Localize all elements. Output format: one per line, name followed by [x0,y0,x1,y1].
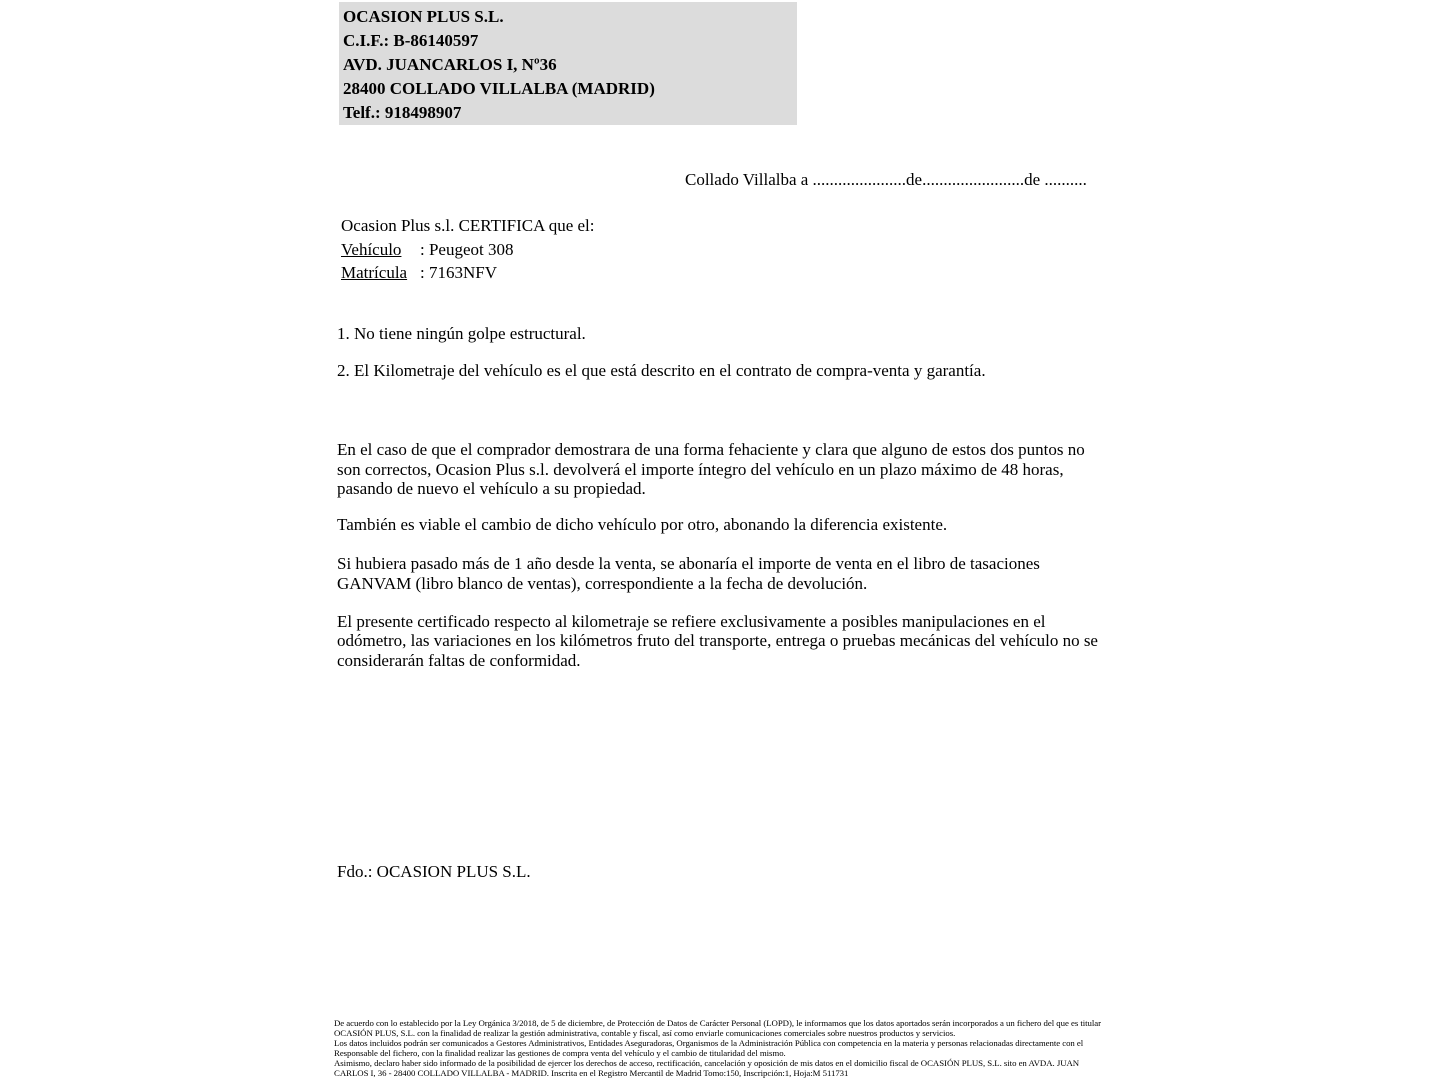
legal-footer [334,1019,1101,1078]
plate-label: Matrícula [341,263,408,282]
condition-point-1: 1. No tiene ningún golpe estructural. [337,324,586,343]
company-header-box [339,2,797,125]
vehicle-label: Vehículo [341,239,402,259]
plate-row [341,261,595,285]
plate-label-cell [341,261,420,285]
certification-intro: Ocasion Plus s.l. CERTIFICA que el: [341,216,595,235]
legal-footer-line: CARLOS I, 36 - 28400 COLLADO VILLALBA - MADRID. Inscrita en el Registro Mercantil de Madrid Tomo:150, Inscripción:1, Hoja:M 511731 [334,1067,849,1078]
certification-block [341,214,595,285]
vehicle-label-cell [341,238,420,262]
legal-footer-line: Responsable del fichero, con la finalidad realizar las gestiones de compra venta del vehículo y el cambio de titularidad del mismo. [334,1047,786,1058]
paragraph-exchange: También es viable el cambio de dicho vehículo por otro, abonando la diferencia existente. [337,514,948,534]
vehicle-row [341,238,595,262]
vehicle-value: : Peugeot 308 [420,239,514,259]
legal-footer-line: De acuerdo con lo establecido por la Ley Orgánica 3/2018, de 5 de diciembre, de Protección de Datos de Carácter Personal (LOPD), le informamos que los datos aportados serán incorporados a un fichero del que es titular [334,1018,1102,1028]
company-address: AVD. JUANCARLOS I, Nº36 [343,55,557,74]
company-cif: C.I.F.: B-86140597 [343,31,479,50]
company-phone: Telf.: 918498907 [343,103,462,122]
date-line: Collado Villalba a ......................de........................de .......... [685,170,1087,189]
legal-footer-line: Los datos incluidos podrán ser comunicados a Gestores Administrativos, Entidades Aseguradoras, Organismos de la Administración Pública con competencia en la materia y personas relacionadas directamente con el [334,1037,1084,1048]
company-city: 28400 COLLADO VILLALBA (MADRID) [343,79,655,98]
paragraph-odometer: El presente certificado respecto al kilometraje se refiere exclusivamente a posibles manipulaciones en el odómetro, las variaciones en los kilómetros fruto del transporte, entrega o pruebas mecánicas del vehículo no se considerarán faltas de conformidad. [337,611,1098,670]
plate-value: : 7163NFV [420,263,497,282]
paragraph-refund: En el caso de que el comprador demostrara de una forma fehaciente y clara que alguno de estos dos puntos no son correctos, Ocasion Plus s.l. devolverá el importe íntegro del vehículo en un plazo máximo de 48 horas, pasando de nuevo el vehículo a su propiedad. [337,440,1085,499]
legal-footer-line: Asimismo, declaro haber sido informado de la posibilidad de ejercer los derechos de acceso, rectificación, cancelación y oposición de mis datos en el domicilio fiscal de OCASIÓN PLUS, S.L. sito en AVDA. JUAN [334,1057,1080,1068]
condition-point-2: 2. El Kilometraje del vehículo es el que está descrito en el contrato de compra-venta y garantía. [337,361,986,380]
body-paragraphs [337,440,1100,670]
company-name: OCASION PLUS S.L. [343,7,504,26]
legal-footer-line: OCASIÓN PLUS, S.L. con la finalidad de realizar la gestión administrativa, contable y fiscal, así como enviarle comunicaciones comerciales sobre nuestros productos y servicios. [334,1027,956,1038]
paragraph-ganvam: Si hubiera pasado más de 1 año desde la venta, se abonaría el importe de venta en el libro de tasaciones GANVAM (libro blanco de ventas), correspondiente a la fecha de devolución. [337,554,1040,593]
signature-line: Fdo.: OCASION PLUS S.L. [337,862,531,881]
